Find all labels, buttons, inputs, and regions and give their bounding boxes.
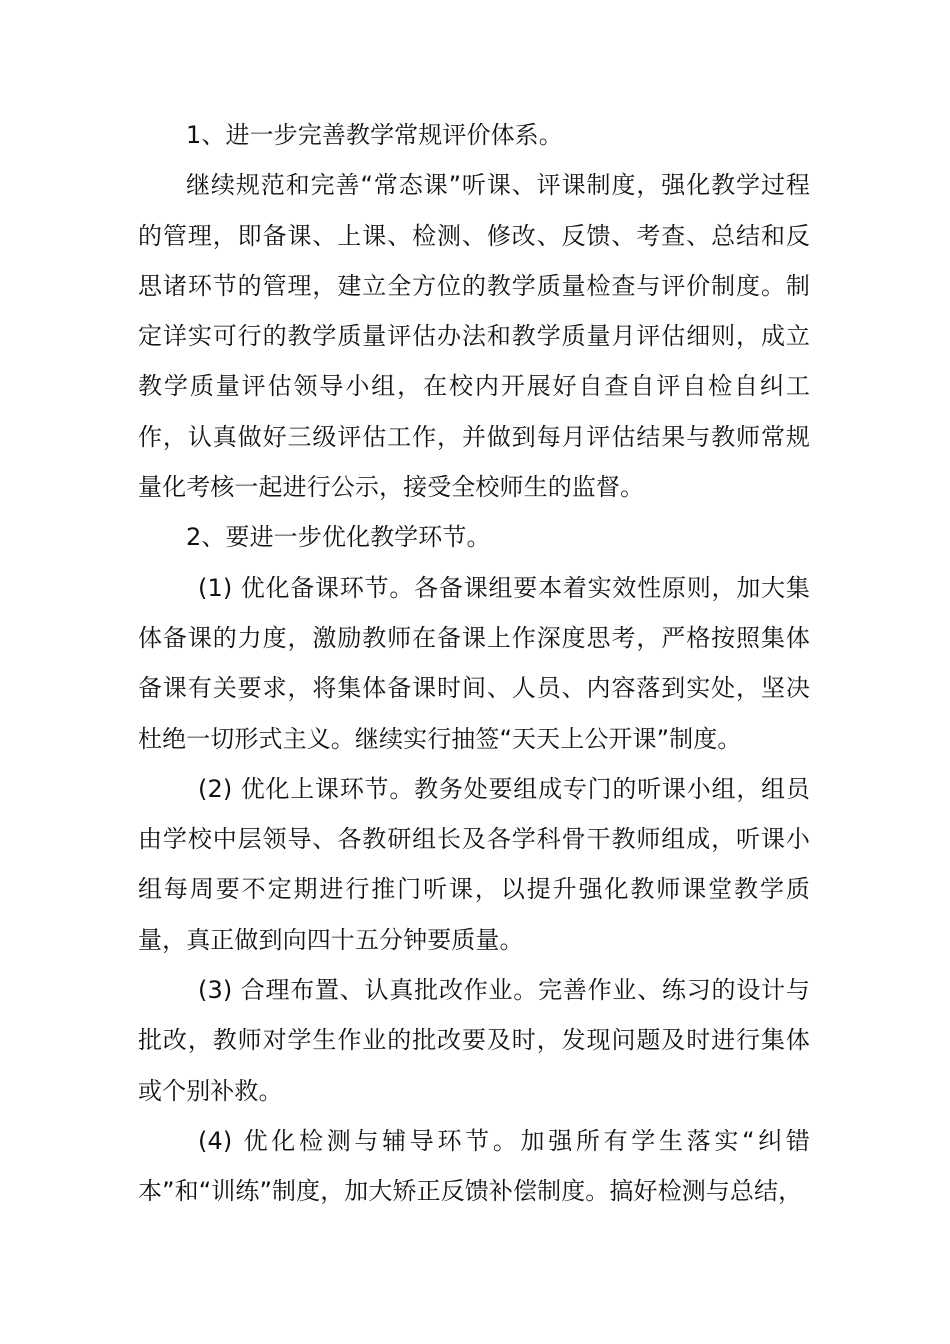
paragraph-classroom-teaching: (2) 优化上课环节。教务处要组成专门的听课小组，组员由学校中层领导、各教研组长及各学科骨干教师组成，听课小组每周要不定期进行推门听课，以提升强化教师课堂教学质量，真正做到向四十五分钟要质量。 <box>138 774 810 954</box>
paragraph-homework: (3) 合理布置、认真批改作业。完善作业、练习的设计与批改，教师对学生作业的批改要及时，发现问题及时进行集体或个别补救。 <box>138 976 810 1105</box>
paragraph-evaluation-system: 继续规范和完善“常态课”听课、评课制度，强化教学过程的管理，即备课、上课、检测、修改、反馈、考查、总结和反思诸环节的管理，建立全方位的教学质量检查与评价制度。制定详实可行的教学质量评估办法和教学质量月评估细则，成立教学质量评估领导小组，在校内开展好自查自评自检自纠工作，认真做好三级评估工作，并做到每月评估结果与教师常规量化考核一起进行公示，接受全校师生的监督。 <box>138 171 810 502</box>
paragraph-testing-tutoring: (4) 优化检测与辅导环节。加强所有学生落实“纠错本”和“训练”制度，加大矫正反馈补偿制度。搞好检测与总结， <box>138 1126 810 1206</box>
paragraph-lesson-preparation: (1) 优化备课环节。各备课组要本着实效性原则，加大集体备课的力度，激励教师在备课上作深度思考，严格按照集体备课有关要求，将集体备课时间、人员、内容落到实处，坚决杜绝一切形式主义。继续实行抽签“天天上公开课”制度。 <box>138 573 810 753</box>
section-heading-1: 1、进一步完善教学常规评价体系。 <box>186 121 563 149</box>
section-heading-2: 2、要进一步优化教学环节。 <box>186 523 491 552</box>
document-body <box>138 110 810 1217</box>
